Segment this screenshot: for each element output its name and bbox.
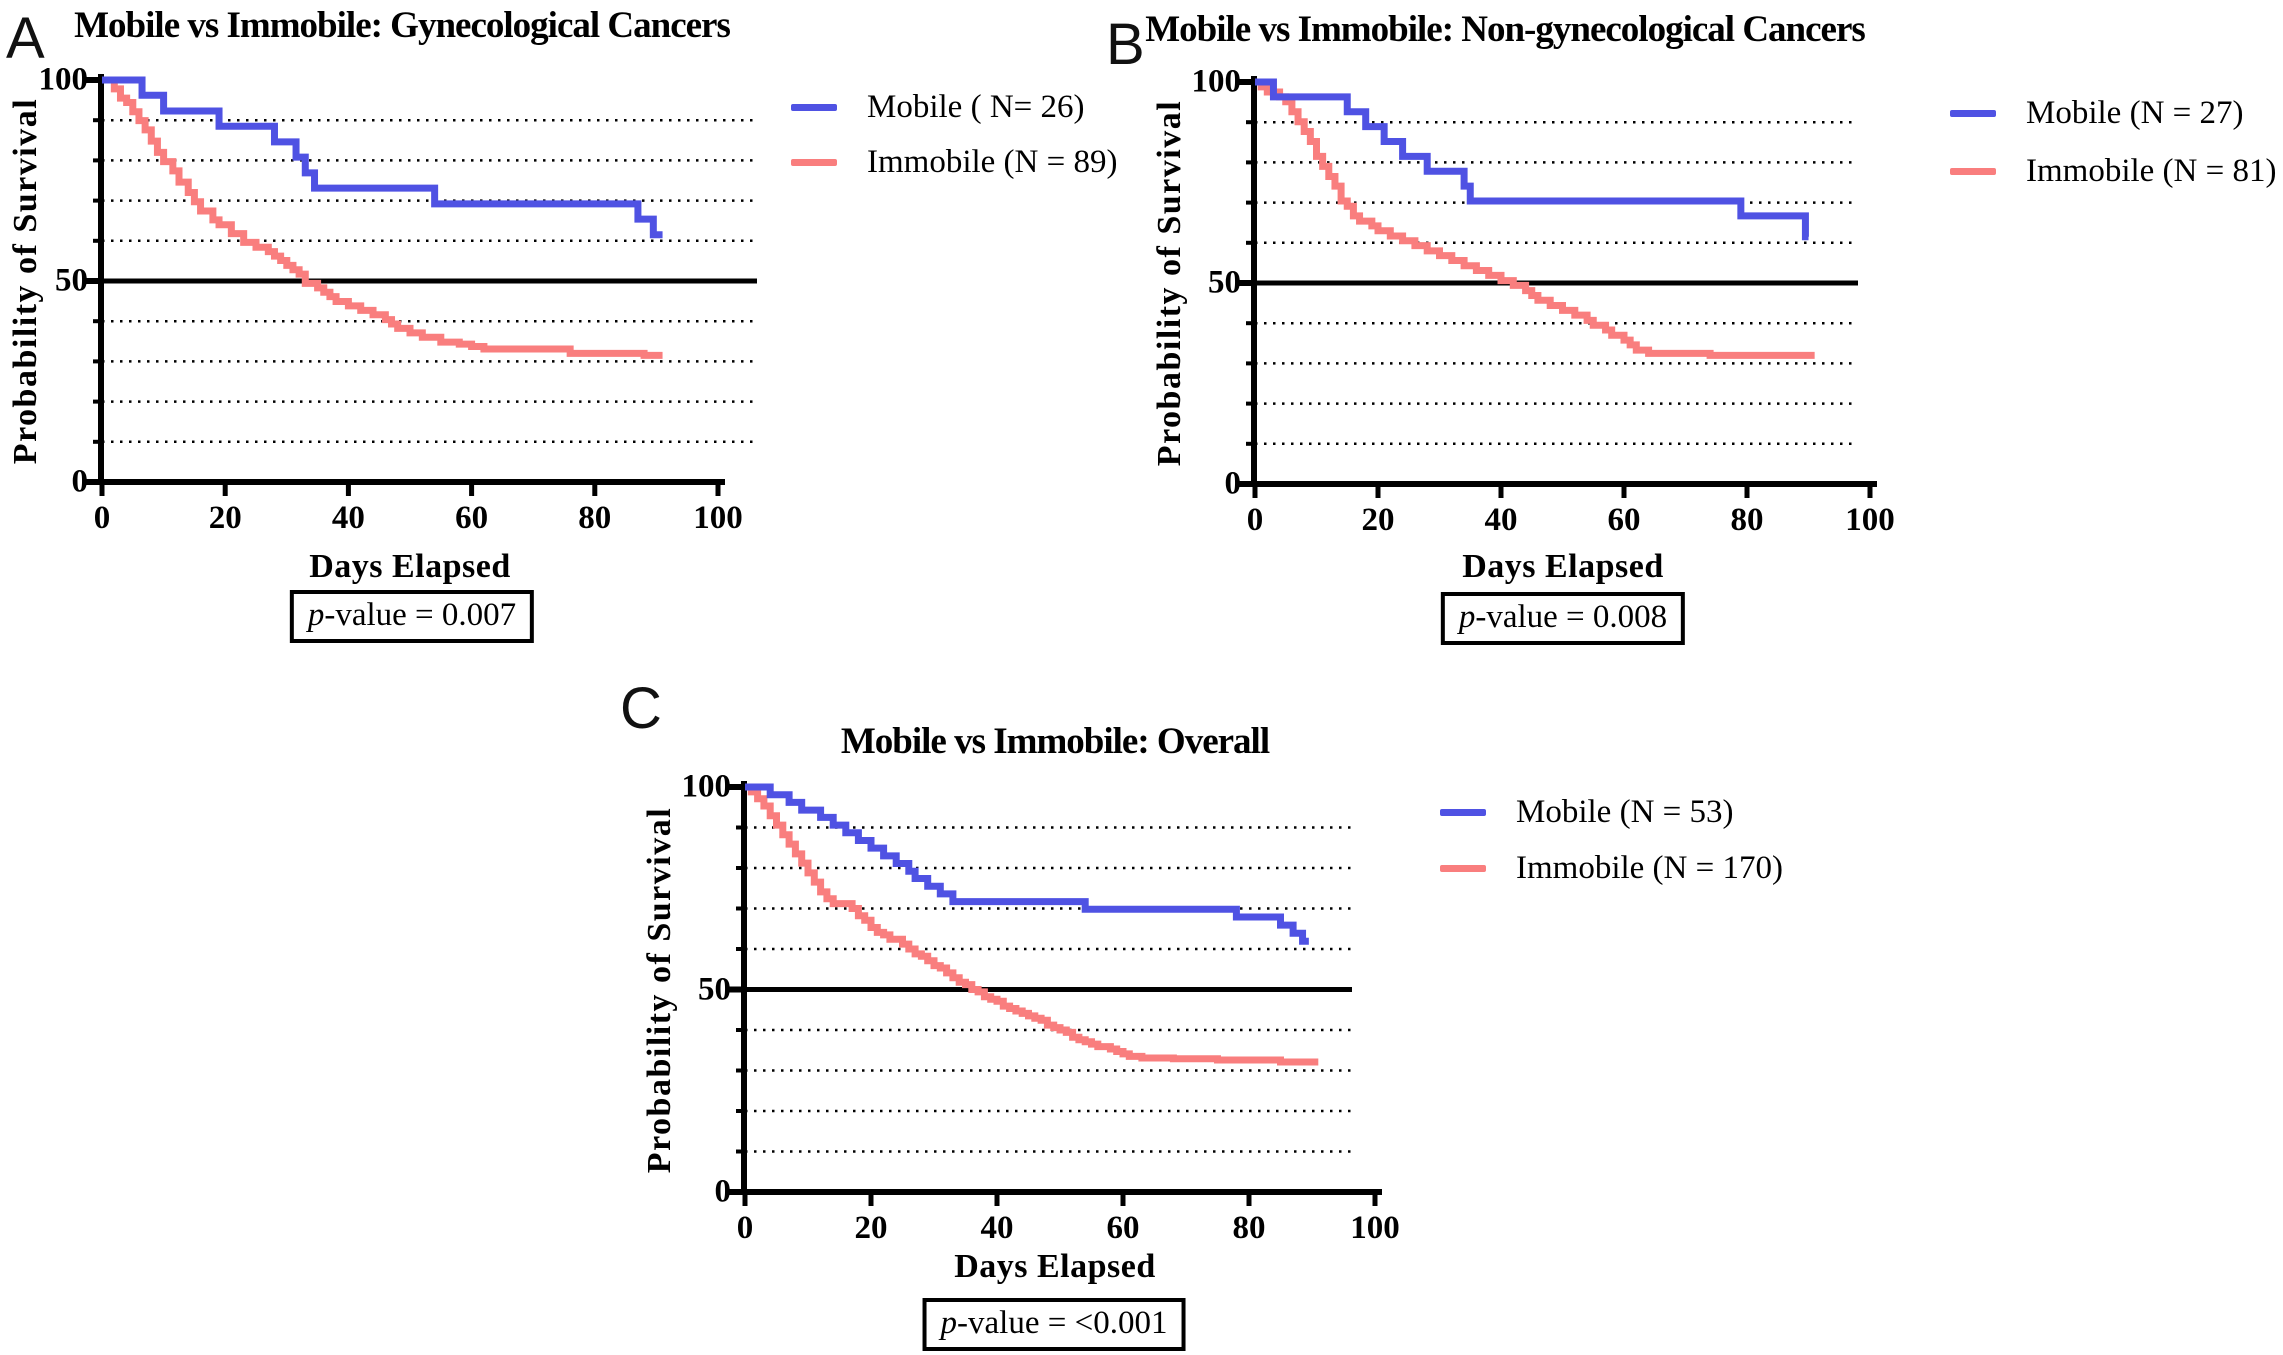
panel-c-legend-immobile xyxy=(1440,850,1783,887)
pvalue-p: p xyxy=(1458,599,1476,635)
panel-b-title: Mobile vs Immobile: Non-gynecological Cancers xyxy=(1145,9,1865,50)
mobile-line-swatch xyxy=(791,104,837,111)
legend-label: Mobile (N = 27) xyxy=(2026,95,2244,131)
legend-label: Mobile (N = 53) xyxy=(1516,794,1734,830)
x-tick-label: 20 xyxy=(1361,502,1395,538)
y-tick-label: 50 xyxy=(1208,264,1241,301)
x-tick-label: 40 xyxy=(1484,502,1518,538)
x-tick-label: 40 xyxy=(331,500,365,536)
survival-curve-mobile xyxy=(102,80,663,235)
x-tick-label: 20 xyxy=(854,1210,888,1246)
panel-c-pvalue-box xyxy=(923,1298,1186,1351)
mobile-line-swatch xyxy=(1440,809,1486,816)
pvalue-text: -value = 0.007 xyxy=(324,597,517,633)
panel-letter-b: B xyxy=(1106,12,1145,77)
legend-label: Immobile (N = 89) xyxy=(867,144,1118,180)
panel-b-pvalue-box xyxy=(1441,592,1685,645)
panel-b-legend-immobile xyxy=(1950,153,2276,190)
immobile-line-swatch xyxy=(1440,865,1486,872)
pvalue-text: -value = <0.001 xyxy=(957,1305,1168,1341)
legend-label: Mobile ( N= 26) xyxy=(867,89,1085,125)
x-tick-label: 40 xyxy=(980,1210,1014,1246)
panel-letter-c: C xyxy=(620,676,662,741)
x-tick-label: 100 xyxy=(1350,1210,1400,1246)
survival-curve-mobile xyxy=(1255,82,1809,237)
panel-c-y-axis-label: Probability of Survival xyxy=(641,806,678,1174)
x-tick-label: 60 xyxy=(455,500,489,536)
panel-a-y-axis-label: Probability of Survival xyxy=(7,97,44,465)
y-tick-label: 0 xyxy=(71,463,88,500)
legend-label: Immobile (N = 170) xyxy=(1516,850,1783,886)
panel-a-legend-mobile xyxy=(791,89,1085,126)
panel-b-x-axis-label: Days Elapsed xyxy=(1462,548,1664,585)
mobile-line-swatch xyxy=(1950,110,1996,117)
panel-a-pvalue-box xyxy=(290,590,534,643)
x-tick-label: 80 xyxy=(578,500,612,536)
x-tick-label: 60 xyxy=(1607,502,1641,538)
x-tick-label: 0 xyxy=(93,500,111,536)
y-tick-label: 50 xyxy=(55,262,88,299)
x-tick-label: 60 xyxy=(1106,1210,1140,1246)
panel-a-title: Mobile vs Immobile: Gynecological Cancers xyxy=(74,5,730,46)
x-tick-label: 100 xyxy=(693,500,743,536)
survival-curve-mobile xyxy=(745,787,1309,941)
x-tick-label: 100 xyxy=(1845,502,1895,538)
immobile-line-swatch xyxy=(1950,168,1996,175)
y-tick-label: 0 xyxy=(714,1173,731,1210)
x-tick-label: 20 xyxy=(208,500,242,536)
y-tick-label: 100 xyxy=(681,768,731,805)
panel-c-x-axis-label: Days Elapsed xyxy=(954,1248,1156,1285)
y-tick-label: 50 xyxy=(698,971,731,1007)
pvalue-p: p xyxy=(940,1305,958,1341)
x-tick-label: 0 xyxy=(736,1210,754,1246)
immobile-line-swatch xyxy=(791,159,837,166)
pvalue-text: -value = 0.008 xyxy=(1475,599,1668,635)
legend-label: Immobile (N = 81) xyxy=(2026,153,2277,189)
y-tick-label: 100 xyxy=(38,61,88,98)
panel-a-legend-immobile xyxy=(791,144,1117,181)
y-tick-label: 0 xyxy=(1224,465,1241,502)
panel-b-y-axis-label: Probability of Survival xyxy=(1151,99,1188,467)
x-tick-label: 80 xyxy=(1730,502,1764,538)
pvalue-p: p xyxy=(307,597,325,633)
x-tick-label: 0 xyxy=(1246,502,1264,538)
x-tick-label: 80 xyxy=(1232,1210,1266,1246)
panel-c-title: Mobile vs Immobile: Overall xyxy=(840,721,1270,762)
panel-letter-a: A xyxy=(6,6,45,71)
panel-b-legend-mobile xyxy=(1950,95,2244,132)
panel-c-legend-mobile xyxy=(1440,794,1734,831)
panel-a-x-axis-label: Days Elapsed xyxy=(309,548,511,585)
y-tick-label: 100 xyxy=(1191,63,1241,100)
